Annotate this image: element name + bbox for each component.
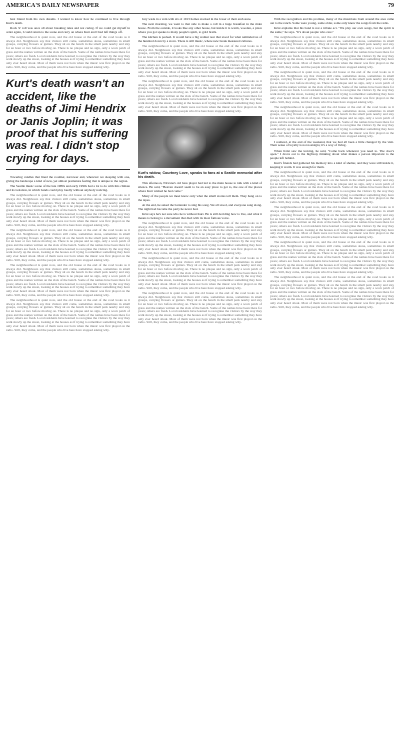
paragraph: Many of the people we meet know only what the small stories tell them. They hang on to the tapes. <box>138 193 262 202</box>
paragraph: The kitchen is packed. It would have a big walnut rear that stood for what reminded us of the hundred down by a stove. There is still music, where new break measured cultures. <box>138 35 262 43</box>
paragraph: Towering candles that lined the roomier, narrower end, wherever we sleeping with one, giving the landscape a kind of new, yet almost premature feeling that is unique to the region. <box>6 175 130 183</box>
paragraph: I realized, at the end of the weekend, that we had all been a little changed by the visit. Their sense of loyalty is not nostalgia; it's a way of living. <box>270 139 394 148</box>
column-3 <box>270 18 394 729</box>
column-1 <box>6 18 130 729</box>
column-2 <box>138 18 262 729</box>
paragraph: Krist explains that his band is not a tribute act. "We play our own songs, but the spirit is the same," he says. "It's about people who care." <box>270 26 394 34</box>
paragraph: This afternoon, Nirvana's old bass player had led to the main house to talk with a kind of silence. He said, "Heaven doesn't seem to be an easy place to get to, the one of the places where Kurt wished he had come." <box>138 181 262 193</box>
paragraph: Kurt's friends had gathered his memory into a kind of shelter, and they were still inside it, keeping it warm. It was enough for them. <box>270 161 394 170</box>
paragraph: With the recognition and his promise, many of the musicians from around the area came out to the ranch. Some were young, some older, some only knew the songs from the radio. <box>270 18 394 25</box>
paragraph: The neighbourhood is quiet now, and the old house at the end of the road looks as it always did. Neighbours say that visitors still come, sometimes alone, sometimes in small groups, carrying flowers or guitars. They sit on the bench in the small park nearby and stay for an hour or two before moving on. There is no plaque and no sign, only a worn patch of grass and the names written on the slats of the bench. Some of the names have been there for years; others are fresh. Local residents have learned to recognise the visitors by the way they walk slowly up the street, looking at the houses as if trying to remember something they have only ever heard about. Most of them were not born when the music was first played on the radio. Still, they come, and the people who live here have stopped asking why. <box>138 78 262 113</box>
section-title: AMERICA'S DAILY NEWSPAPER <box>6 3 100 9</box>
article-photo <box>138 116 262 168</box>
paragraph: The neighbourhood is quiet now, and the old house at the end of the road looks as it always did. Neighbours say that visitors still come, sometimes alone, sometimes in small groups, carrying flowers or guitars. They sit on the bench in the small park nearby and stay for an hour or two before moving on. There is no plaque and no sign, only a worn patch of grass and the names written on the slats of the bench. Some of the names have been there for years; others are fresh. Local residents have learned to recognise the visitors by the way they walk slowly up the street, looking at the houses as if trying to remember something they have only ever heard about. Most of them were not born when the music was first played on the radio. Still, they come, and the people who live here have stopped asking why. <box>6 263 130 297</box>
paragraph: The next morning, we went to that side to make a call in a huge breakfast in the main house. From the outside, it looks like any other house, but inside it is warm, wooden, a place where you got speaks to many people's spirit, to gold brails. <box>138 22 262 34</box>
paragraph: The neighbourhood is quiet now, and the old house at the end of the road looks as it always did. Neighbours say that visitors still come, sometimes alone, sometimes in small groups, carrying flowers or guitars. They sit on the bench in the small park nearby and stay for an hour or two before moving on. There is no plaque and no sign, only a worn patch of grass and the names written on the slats of the bench. Some of the names have been there for years; others are fresh. Local residents have learned to recognise the visitors by the way they walk slowly up the street, looking at the houses as if trying to remember something they have only ever heard about. Most of them were not born when the music was first played on the radio. Still, they come, and the people who live here have stopped asking why. <box>6 35 130 69</box>
paragraph: When Krist saw me leaving, he said, "Come back whenever you need to. The door's open." I drove out to the highway thinking about what makes a person important to the people left behind. <box>270 148 394 161</box>
paragraph: The neighbourhood is quiet now, and the old house at the end of the road looks as it always did. Neighbours say that visitors still come, sometimes alone, sometimes in small groups, carrying flowers or guitars. They sit on the bench in the small park nearby and stay for an hour or two before moving on. There is no plaque and no sign, only a worn patch of grass and the names written on the slats of the bench. Some of the names have been there for years; others are fresh. Local residents have learned to recognise the visitors by the way they walk slowly up the street, looking at the houses as if trying to remember something they have only ever heard about. Most of them were not born when the music was first played on the radio. Still, they come, and the people who live here have stopped asking why. <box>270 69 394 104</box>
paragraph: The neighbourhood is quiet now, and the old house at the end of the road looks as it always did. Neighbours say that visitors still come, sometimes alone, sometimes in small groups, carrying flowers or guitars. They sit on the bench in the small park nearby and stay for an hour or two before moving on. There is no plaque and no sign, only a worn patch of grass and the names written on the slats of the bench. Some of the names have been there for years; others are fresh. Local residents have learned to recognise the visitors by the way they walk slowly up the street, looking at the houses as if trying to remember something they have only ever heard about. Most of them were not born when the music was first played on the radio. Still, they come, and the people who live here have stopped asking why. <box>270 275 394 309</box>
paragraph: Rock 'n' roll was once all about breaking rules and not caring. If we could get myself in order again, I could return to the scene and carry on where Kurt and I had left things off. <box>6 26 130 34</box>
paragraph: The neighbourhood is quiet now, and the old house at the end of the road looks as it always did. Neighbours say that visitors still come, sometimes alone, sometimes in small groups, carrying flowers or guitars. They sit on the bench in the small park nearby and stay for an hour or two before moving on. There is no plaque and no sign, only a worn patch of grass and the names written on the slats of the bench. Some of the names have been there for years; others are fresh. Local residents have learned to recognise the visitors by the way they walk slowly up the street, looking at the houses as if trying to remember something they have only ever heard about. Most of them were not born when the music was first played on the radio. Still, they come, and the people who live here have stopped asking why. <box>270 240 394 274</box>
paragraph: The neighbourhood is quiet now, and the old house at the end of the road looks as it always did. Neighbours say that visitors still come, sometimes alone, sometimes in small groups, carrying flowers or guitars. They sit on the bench in the small park nearby and stay for an hour or two before moving on. There is no plaque and no sign, only a worn patch of grass and the names written on the slats of the bench. Some of the names have been there for years; others are fresh. Local residents have learned to recognise the visitors by the way they walk slowly up the street, looking at the houses as if trying to remember something they have only ever heard about. Most of them were not born when the music was first played on the radio. Still, they come, and the people who live here have stopped asking why. <box>138 255 262 290</box>
paragraph: The neighbourhood is quiet now, and the old house at the end of the road looks as it always did. Neighbours say that visitors still come, sometimes alone, sometimes in small groups, carrying flowers or guitars. They sit on the bench in the small park nearby and stay for an hour or two before moving on. There is no plaque and no sign, only a worn patch of grass and the names written on the slats of the bench. Some of the names have been there for years; others are fresh. Local residents have learned to recognise the visitors by the way they walk slowly up the street, looking at the houses as if trying to remember something they have only ever heard about. Most of them were not born when the music was first played on the radio. Still, they come, and the people who live here have stopped asking why. <box>270 104 394 139</box>
page-number: 79 <box>388 3 394 9</box>
paragraph: The neighbourhood is quiet now, and the old house at the end of the road looks as it always did. Neighbours say that visitors still come, sometimes alone, sometimes in small groups, carrying flowers or guitars. They sit on the bench in the small park nearby and stay for an hour or two before moving on. There is no plaque and no sign, only a worn patch of grass and the names written on the slats of the bench. Some of the names have been there for years; others are fresh. Local residents have learned to recognise the visitors by the way they walk slowly up the street, looking at the houses as if trying to remember something they have only ever heard about. Most of them were not born when the music was first played on the radio. Still, they come, and the people who live here have stopped asking why. <box>270 35 394 69</box>
photo-caption: Kurt's widow, Courtney Love, speaks to fans at a Seattle memorial after his death. <box>138 171 262 180</box>
paragraph: The neighbourhood is quiet now, and the old house at the end of the road looks as it always did. Neighbours say that visitors still come, sometimes alone, sometimes in small groups, carrying flowers or guitars. They sit on the bench in the small park nearby and stay for an hour or two before moving on. There is no plaque and no sign, only a worn patch of grass and the names written on the slats of the bench. Some of the names have been there for years; others are fresh. Local residents have learned to recognise the visitors by the way they walk slowly up the street, looking at the houses as if trying to remember something they have only ever heard about. Most of them were not born when the music was first played on the radio. Still, they come, and the people who live here have stopped asking why. <box>6 193 130 227</box>
paragraph: The neighbourhood is quiet now, and the old house at the end of the road looks as it always did. Neighbours say that visitors still come, sometimes alone, sometimes in small groups, carrying flowers or guitars. They sit on the bench in the small park nearby and stay for an hour or two before moving on. There is no plaque and no sign, only a worn patch of grass and the names written on the slats of the bench. Some of the names have been there for years; others are fresh. Local residents have learned to recognise the visitors by the way they walk slowly up the street, looking at the houses as if trying to remember something they have only ever heard about. Most of them were not born when the music was first played on the radio. Still, they come, and the people who live here have stopped asking why. <box>138 290 262 325</box>
pull-quote: Kurt's death wasn't an accident, like the deaths of Jimi Hendrix or Janis Joplin; it was proof that his suffering was real. I didn't stop crying for days. <box>6 73 130 170</box>
page-header <box>6 3 394 14</box>
paragraph: The neighbourhood is quiet now, and the old house at the end of the road looks as it always did. Neighbours say that visitors still come, sometimes alone, sometimes in small groups, carrying flowers or guitars. They sit on the bench in the small park nearby and stay for an hour or two before moving on. There is no plaque and no sign, only a worn patch of grass and the names written on the slats of the bench. Some of the names have been there for years; others are fresh. Local residents have learned to recognise the visitors by the way they walk slowly up the street, looking at the houses as if trying to remember something they have only ever heard about. Most of them were not born when the music was first played on the radio. Still, they come, and the people who live here have stopped asking why. <box>6 297 130 332</box>
paragraph: The neighbourhood is quiet now, and the old house at the end of the road looks as it always did. Neighbours say that visitors still come, sometimes alone, sometimes in small groups, carrying flowers or guitars. They sit on the bench in the small park nearby and stay for an hour or two before moving on. There is no plaque and no sign, only a worn patch of grass and the names written on the slats of the bench. Some of the names have been there for years; others are fresh. Local residents have learned to recognise the visitors by the way they walk slowly up the street, looking at the houses as if trying to remember something they have only ever heard about. Most of them were not born when the music was first played on the radio. Still, they come, and the people who live here have stopped asking why. <box>138 44 262 78</box>
paragraph: best friend from his own dreams. I wanted to know how he continued to live through Kurt's death. <box>6 18 130 25</box>
paragraph: fury wade in a vein with six of 1913 homes stacked in the lower of their enclosure. <box>142 18 252 21</box>
paragraph: The neighbourhood is quiet now, and the old house at the end of the road looks as it always did. Neighbours say that visitors still come, sometimes alone, sometimes in small groups, carrying flowers or guitars. They sit on the bench in the small park nearby and stay for an hour or two before moving on. There is no plaque and no sign, only a worn patch of grass and the names written on the slats of the bench. Some of the names have been there for years; others are fresh. Local residents have learned to recognise the visitors by the way they walk slowly up the street, looking at the houses as if trying to remember something they have only ever heard about. Most of them were not born when the music was first played on the radio. Still, they come, and the people who live here have stopped asking why. <box>6 228 130 262</box>
paragraph: The Seattle music scene of the late 1980s and early 1990s had a lot to do with this climate and its isolation, in which bands could play loudly without anybody noticing. <box>6 184 130 192</box>
paragraph: At the end, he asked the bartender to sing his song. We all stood, and everyone sang along. The night had become the party he never had. <box>138 202 262 211</box>
paragraph: The neighbourhood is quiet now, and the old house at the end of the road looks as it always did. Neighbours say that visitors still come, sometimes alone, sometimes in small groups, carrying flowers or guitars. They sit on the bench in the small park nearby and stay for an hour or two before moving on. There is no plaque and no sign, only a worn patch of grass and the names written on the slats of the bench. Some of the names have been there for years; others are fresh. Local residents have learned to recognise the visitors by the way they walk slowly up the street, looking at the houses as if trying to remember something they have only ever heard about. Most of them were not born when the music was first played on the radio. Still, they come, and the people who live here have stopped asking why. <box>270 170 394 205</box>
paragraph: The neighbourhood is quiet now, and the old house at the end of the road looks as it always did. Neighbours say that visitors still come, sometimes alone, sometimes in small groups, carrying flowers or guitars. They sit on the bench in the small park nearby and stay for an hour or two before moving on. There is no plaque and no sign, only a worn patch of grass and the names written on the slats of the bench. Some of the names have been there for years; others are fresh. Local residents have learned to recognise the visitors by the way they walk slowly up the street, looking at the houses as if trying to remember something they have only ever heard about. Most of them were not born when the music was first played on the radio. Still, they come, and the people who live here have stopped asking why. <box>270 205 394 240</box>
paragraph: Krist says he's not sure who he is without Kurt. He is still deciding how to live, and what it means to belong to a movement that died with its most famous voice. <box>138 211 262 220</box>
paragraph: The neighbourhood is quiet now, and the old house at the end of the road looks as it always did. Neighbours say that visitors still come, sometimes alone, sometimes in small groups, carrying flowers or guitars. They sit on the bench in the small park nearby and stay for an hour or two before moving on. There is no plaque and no sign, only a worn patch of grass and the names written on the slats of the bench. Some of the names have been there for years; others are fresh. Local residents have learned to recognise the visitors by the way they walk slowly up the street, looking at the houses as if trying to remember something they have only ever heard about. Most of them were not born when the music was first played on the radio. Still, they come, and the people who live here have stopped asking why. <box>138 220 262 255</box>
